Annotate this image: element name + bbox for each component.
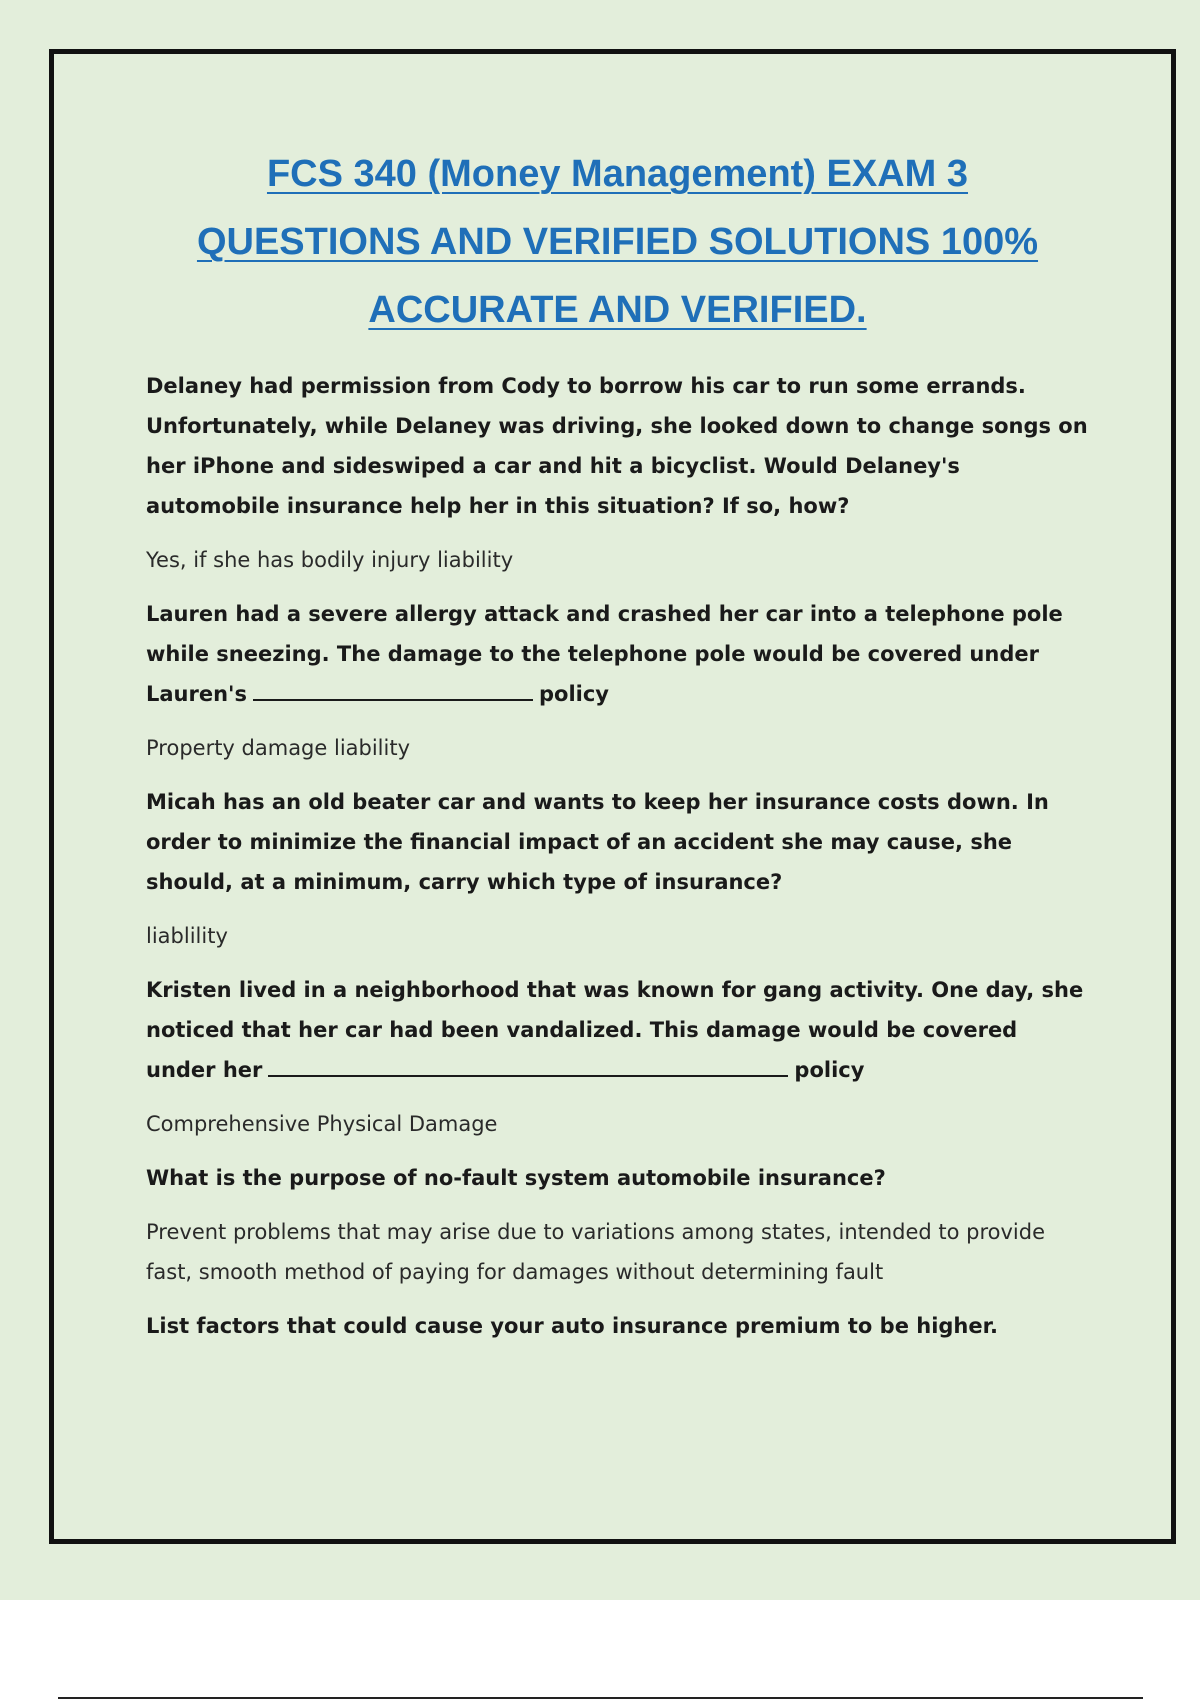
title-line-2: QUESTIONS AND VERIFIED SOLUTIONS 100%	[196, 221, 1039, 263]
document-title	[110, 140, 1125, 344]
question-2-text: Lauren had a severe allergy attack and crashed her car into a telephone pole while sneezing. The damage to the telephone pole would be covered under Lauren's	[146, 602, 1063, 706]
fill-in-blank	[253, 679, 533, 701]
fill-in-blank	[268, 1055, 788, 1077]
title-line-1: FCS 340 (Money Management) EXAM 3	[266, 153, 969, 195]
answer-4: Comprehensive Physical Damage	[146, 1112, 498, 1136]
title-line-3: ACCURATE AND VERIFIED.	[368, 289, 867, 331]
question-1: Delaney had permission from Cody to borrow his car to run some errands. Unfortunately, while Delaney was driving, she looked down to change songs on her iPhone and sideswiped a car and hit a bicyclist. Would Delaney's automobile insurance help her in this situation? If so, how?	[146, 374, 1088, 518]
question-4-suffix: policy	[794, 1058, 865, 1082]
question-2	[146, 594, 1091, 714]
question-answer-list	[146, 366, 1091, 1360]
question-3: Micah has an old beater car and wants to keep her insurance costs down. In order to minimize the financial impact of an accident she may cause, she should, at a minimum, carry which type of insurance?	[146, 790, 1049, 894]
question-5: What is the purpose of no-fault system automobile insurance?	[146, 1166, 886, 1190]
answer-1: Yes, if she has bodily injury liability	[146, 548, 514, 572]
answer-2: Property damage liability	[146, 736, 411, 760]
question-2-suffix: policy	[538, 682, 609, 706]
question-6: List factors that could cause your auto insurance premium to be higher.	[146, 1314, 998, 1338]
answer-5: Prevent problems that may arise due to variations among states, intended to provide fast, smooth method of paying for damages without determining fault	[146, 1220, 1046, 1284]
answer-3: liablility	[146, 924, 228, 948]
question-4-text: Kristen lived in a neighborhood that was known for gang activity. One day, she noticed that her car had been vandalized. This damage would be covered under her	[146, 978, 1084, 1082]
footer-divider	[58, 1697, 1143, 1699]
question-4	[146, 970, 1091, 1090]
